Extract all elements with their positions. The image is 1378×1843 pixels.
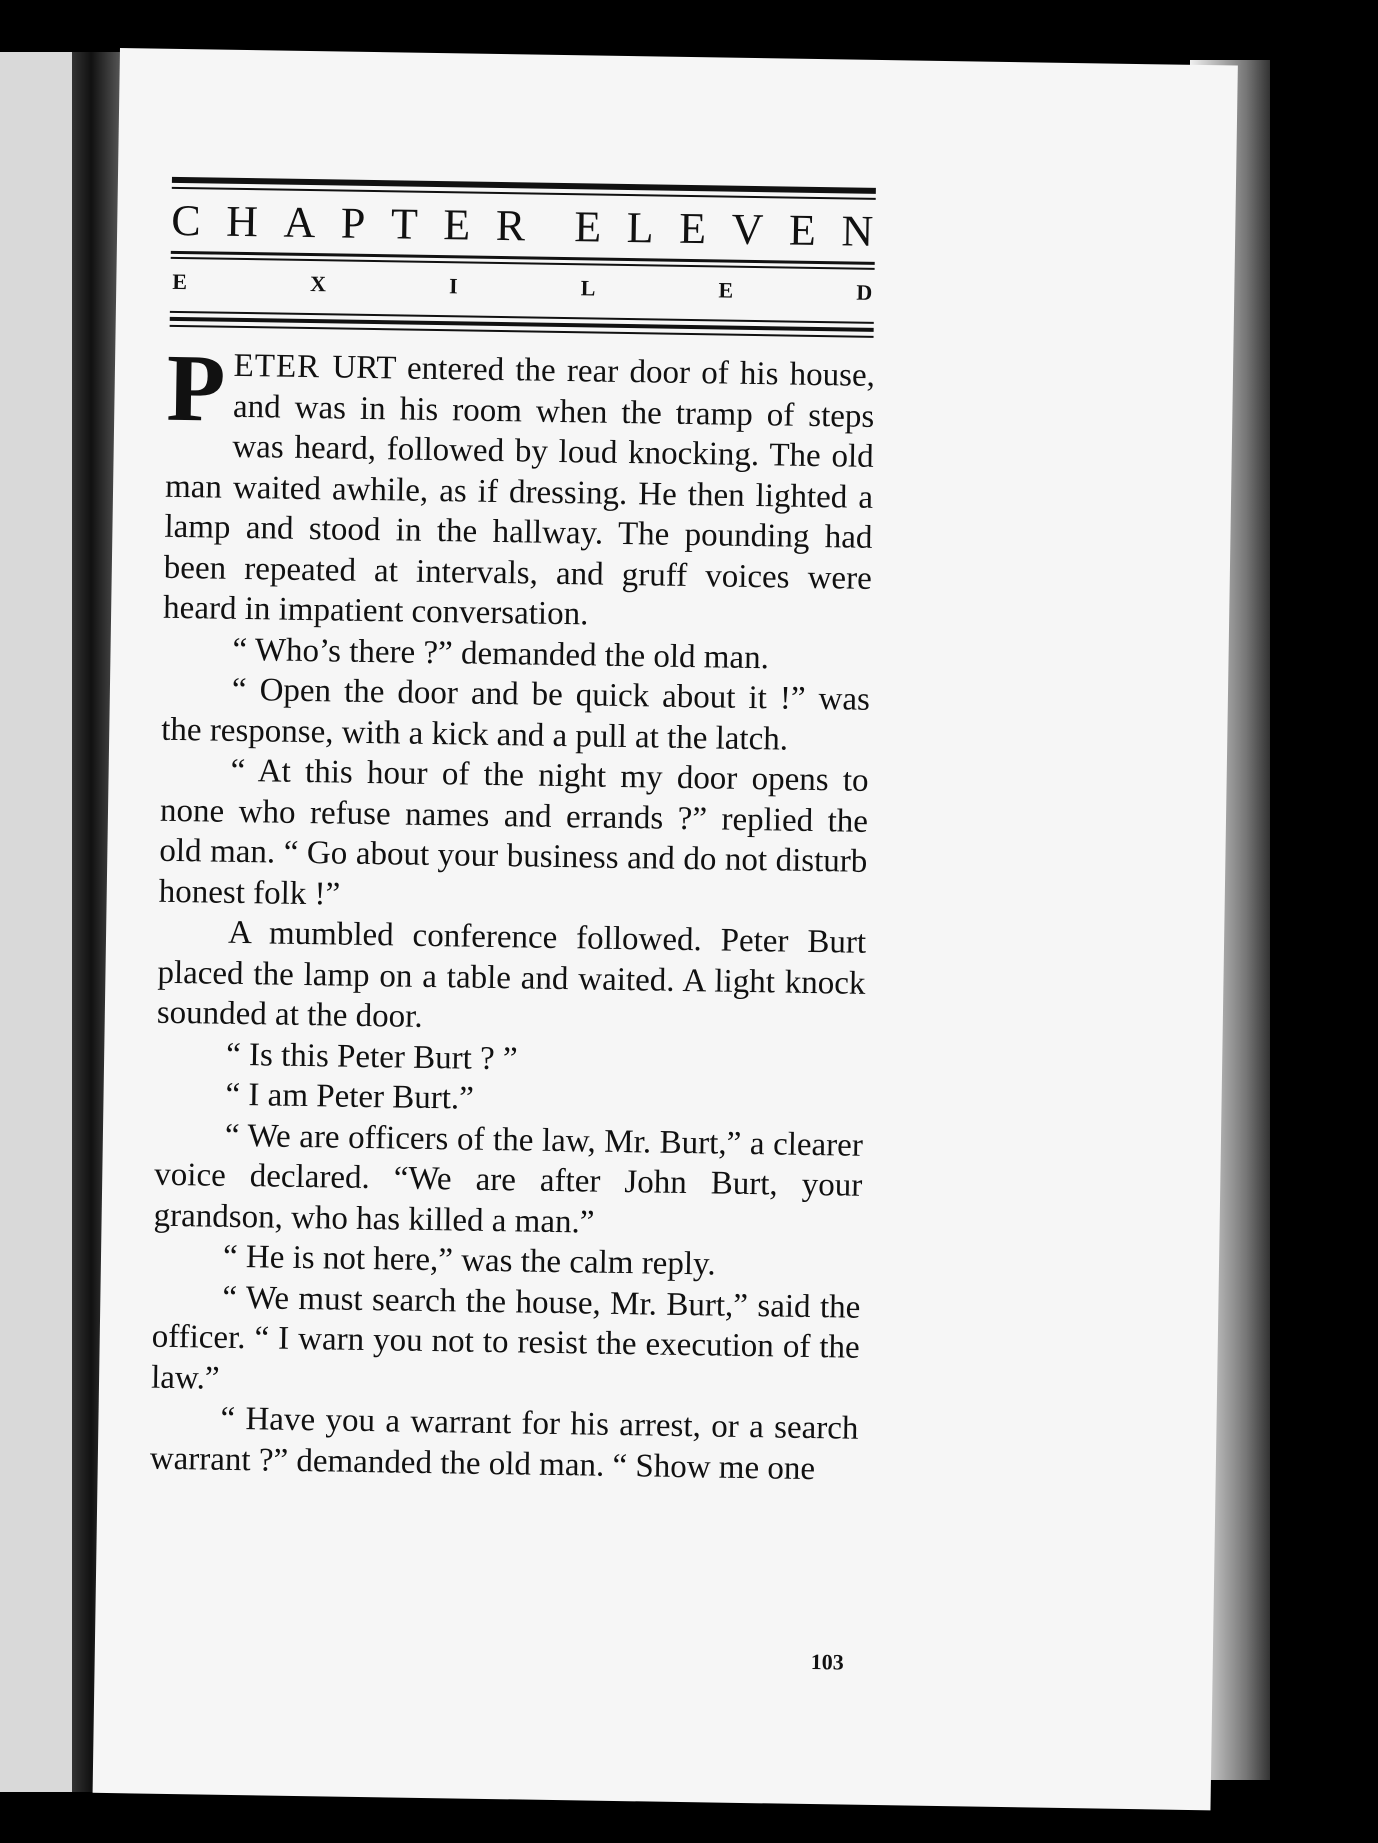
subtitle-letter: L — [580, 275, 596, 301]
subtitle-letter: D — [856, 279, 873, 305]
first-para-lead: ETER — [233, 347, 333, 386]
subtitle-letter: X — [309, 271, 327, 297]
subtitle-letter: E — [172, 268, 188, 295]
paragraph: “ Who’s there ?” demanded the old man. — [232, 631, 770, 676]
paragraph: “ We are officers of the law, Mr. Burt,” a clearer voice declared. “We are after John Burt, your grandson, who has killed a man.” — [153, 1117, 864, 1241]
paragraph: A mumbled conference followed. Peter Burt placed the lamp on a table and waited. A light knock sounded at the door. — [156, 914, 867, 1035]
chapter-text — [149, 333, 876, 1490]
book-page — [93, 48, 1238, 1810]
heading-letter: N — [841, 206, 876, 256]
subtitle-letter: I — [448, 273, 458, 299]
chapter-heading — [171, 195, 876, 257]
heading-letter: E — [678, 203, 709, 254]
first-paragraph — [162, 333, 876, 640]
paragraph: “ He is not here,” was the calm reply. — [222, 1238, 716, 1283]
heading-letter: L — [626, 202, 657, 253]
heading-letter: V — [731, 204, 766, 255]
heading-letter: E — [573, 202, 604, 252]
chapter-subtitle — [172, 269, 872, 306]
previous-page-edge — [0, 52, 72, 1792]
paragraph: “ Open the door and be quick about it !” was the response, with a kick and a pull at the latch. — [161, 671, 871, 758]
page-number: 103 — [810, 1649, 844, 1675]
heading-letter — [550, 201, 551, 252]
paragraph: “ Have you a warrant for his arrest, or a search warrant ?” demanded the old man. “ Show me one — [149, 1400, 859, 1487]
heading-letter: P — [340, 198, 368, 248]
subtitle-letter: E — [718, 277, 734, 303]
paragraph: “ Is this Peter Burt ? ” — [225, 1036, 518, 1077]
heading-letter: T — [390, 199, 421, 249]
heading-letter: R — [495, 200, 528, 251]
paragraph: “ I am Peter Burt.” — [225, 1076, 475, 1117]
drop-cap: P — [165, 333, 227, 442]
heading-letter: E — [442, 200, 473, 250]
first-para-rest: URT entered the rear door of his house, and was in his room when the tramp of steps was heard, followed by loud knocking. The old man waited awhile, as if dressing. He then lighted a lamp and stood in the hallway. The pounding had been repeated at intervals, and gruff voices were heard in impatient conversation. — [162, 349, 876, 633]
paragraph: “ At this hour of the night my door opens to none who refuse names and errands ?” replied the old man. “ Go about your business and do not disturb honest folk !” — [158, 752, 869, 913]
top-rule — [172, 177, 876, 194]
heading-letter: H — [225, 196, 261, 247]
heading-letter: C — [170, 195, 204, 246]
heading-letter: E — [788, 205, 819, 255]
heading-letter: A — [283, 197, 318, 248]
paragraph: “ We must search the house, Mr. Burt,” said the officer. “ I warn you not to resist the execution of the law.” — [150, 1279, 861, 1397]
